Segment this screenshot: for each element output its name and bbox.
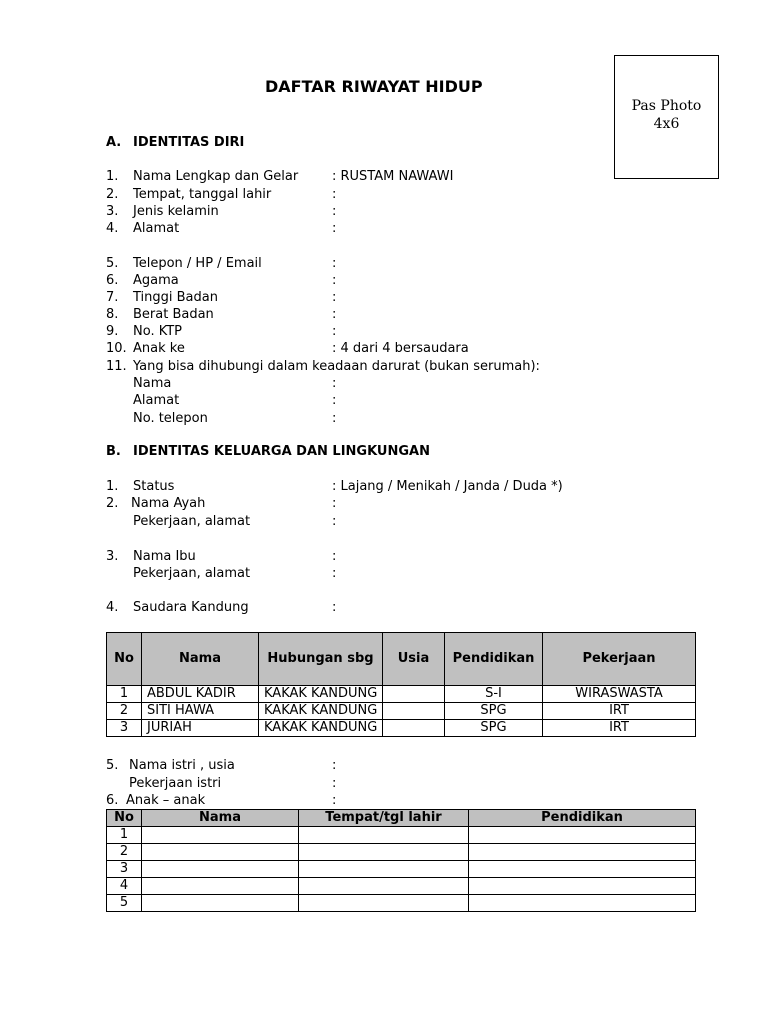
field-label: Saudara Kandung [133,600,249,615]
column-header: No [107,633,142,686]
table-cell: IRT [543,720,696,737]
field-label: No. telepon [133,411,208,426]
table-cell: SITI HAWA [142,703,259,720]
field-value: : Lajang / Menikah / Janda / Duda *) [332,479,563,494]
field-number: 6. [106,793,119,808]
column-header: Pendidikan [445,633,543,686]
field-value: : [332,496,337,511]
field-number: 5. [106,256,119,271]
field-label: Anak – anak [126,793,206,808]
column-header: Usia [383,633,445,686]
table-cell [299,827,469,844]
field-value: : [332,324,337,339]
table-row [107,720,696,737]
field-label: Status [133,479,175,494]
field-label: Nama [133,376,172,391]
table-row [107,686,696,703]
section-a-heading: IDENTITAS DIRI [133,135,245,150]
table-cell: JURIAH [142,720,259,737]
field-number: 10. [106,341,127,356]
siblings-table [106,632,696,737]
table-cell [383,720,445,737]
field-value: : [332,376,337,391]
table-cell [142,861,299,878]
field-value: : 4 dari 4 bersaudara [332,341,469,356]
table-row [107,703,696,720]
table-cell [299,861,469,878]
section-a-letter: A. [106,135,122,150]
table-cell [469,895,696,912]
field-label: Tinggi Badan [133,290,218,305]
field-value: : [332,411,337,426]
table-cell: IRT [543,703,696,720]
table-cell: SPG [445,720,543,737]
field-label: Anak ke [133,341,185,356]
field-value: : [332,204,337,219]
field-value: : [332,256,337,271]
column-header: Nama [142,633,259,686]
field-label: Berat Badan [133,307,214,322]
table-row [107,878,696,895]
field-value: : [332,793,337,808]
table-cell: 1 [107,686,142,703]
field-label: Yang bisa dihubungi dalam keadaan darurat (bukan serumah): [133,359,540,374]
table-cell [469,878,696,895]
table-cell: SPG [445,703,543,720]
photo-placeholder-box [614,55,719,179]
table-cell: KAKAK KANDUNG [259,703,383,720]
table-row [107,861,696,878]
field-number: 5. [106,758,119,773]
field-value: : [332,776,337,791]
field-number: 6. [106,273,119,288]
field-number: 9. [106,324,119,339]
photo-label-line1: Pas Photo [631,98,702,114]
table-cell [142,827,299,844]
column-header: Nama [142,810,299,827]
field-label: Alamat [133,221,180,236]
table-cell [142,878,299,895]
field-label: Nama Lengkap dan Gelar [133,169,299,184]
field-value: : [332,273,337,288]
field-label: Nama Ibu [133,549,196,564]
field-number: 3. [106,549,119,564]
field-label: Pekerjaan istri [129,776,222,791]
field-number: 4. [106,600,119,615]
section-b-letter: B. [106,444,121,459]
table-cell [142,844,299,861]
table-cell [469,844,696,861]
field-label: Nama Ayah [131,496,206,511]
table-cell [299,878,469,895]
column-header: Hubungan sbg [259,633,383,686]
field-number: 8. [106,307,119,322]
field-number: 1. [106,479,119,494]
children-table [106,809,696,912]
table-cell: S-I [445,686,543,703]
field-value: : [332,187,337,202]
field-label: Jenis kelamin [133,204,219,219]
table-cell [383,686,445,703]
column-header: Pekerjaan [543,633,696,686]
field-label: Pekerjaan, alamat [133,514,251,529]
field-number: 2. [106,187,119,202]
table-row [107,827,696,844]
field-value: : [332,221,337,236]
field-value: : [332,290,337,305]
field-value: : [332,307,337,322]
field-number: 4. [106,221,119,236]
field-number: 3. [106,204,119,219]
field-number: 7. [106,290,119,305]
column-header: Pendidikan [469,810,696,827]
field-label: Tempat, tanggal lahir [133,187,272,202]
table-cell: 2 [107,844,142,861]
column-header: Tempat/tgl lahir [299,810,469,827]
field-value: : [332,566,337,581]
table-row [107,895,696,912]
field-label: Telepon / HP / Email [133,256,262,271]
photo-label-line2: 4x6 [653,116,680,132]
table-cell [469,861,696,878]
field-label: Agama [133,273,179,288]
table-cell: 3 [107,861,142,878]
field-label: Nama istri , usia [129,758,235,773]
table-cell: 5 [107,895,142,912]
field-value: : [332,549,337,564]
field-number: 1. [106,169,119,184]
field-value: : [332,393,337,408]
table-cell: KAKAK KANDUNG [259,686,383,703]
field-number: 2. [106,496,119,511]
table-cell: 4 [107,878,142,895]
table-cell [299,844,469,861]
table-cell: 3 [107,720,142,737]
field-label: No. KTP [133,324,183,339]
table-cell [469,827,696,844]
table-cell [383,703,445,720]
table-cell: 2 [107,703,142,720]
table-cell: 1 [107,827,142,844]
field-value: : [332,514,337,529]
page-title: DAFTAR RIWAYAT HIDUP [265,77,483,96]
field-value: : RUSTAM NAWAWI [332,169,454,184]
field-value: : [332,758,337,773]
table-cell: KAKAK KANDUNG [259,720,383,737]
field-label: Alamat [133,393,180,408]
table-cell: WIRASWASTA [543,686,696,703]
table-row [107,844,696,861]
table-cell [299,895,469,912]
field-label: Pekerjaan, alamat [133,566,251,581]
table-cell [142,895,299,912]
table-cell: ABDUL KADIR [142,686,259,703]
column-header: No [107,810,142,827]
section-b-heading: IDENTITAS KELUARGA DAN LINGKUNGAN [133,444,430,459]
field-number: 11. [106,359,127,374]
field-value: : [332,600,337,615]
